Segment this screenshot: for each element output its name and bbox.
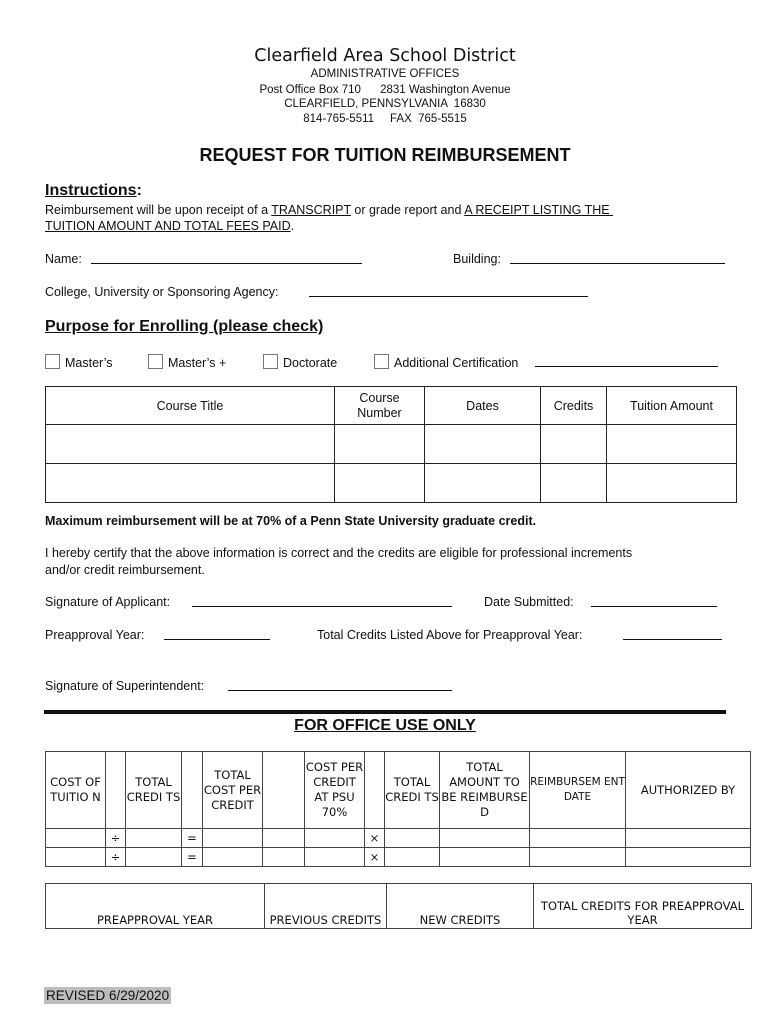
masters-checkbox[interactable] — [45, 354, 60, 369]
times-sign: × — [365, 848, 385, 867]
office-calc-row — [46, 829, 751, 848]
certification-field[interactable] — [535, 355, 718, 367]
cost-per-credit-psu-header: COST PER CREDIT AT PSU 70% — [305, 752, 365, 829]
equals-sign: = — [182, 848, 203, 867]
total-credits-label: Total Credits Listed Above for Preapproval Year: — [317, 628, 583, 642]
masters-plus-checkbox[interactable] — [148, 354, 163, 369]
office-calc-row — [46, 848, 751, 867]
district-name: Clearfield Area School District — [254, 46, 516, 66]
operator-spacer — [106, 752, 126, 829]
form-title: REQUEST FOR TUITION REIMBURSEMENT — [199, 145, 571, 165]
total-credits-2-header: TOTAL CREDI TS — [385, 752, 440, 829]
maximum-note: Maximum reimbursement will be at 70% of a Penn State University graduate credit. — [45, 514, 537, 528]
total-credits-field[interactable] — [623, 628, 722, 640]
receipt-text-2: TUITION AMOUNT AND TOTAL FEES PAID — [45, 219, 291, 233]
preapproval-summary-table — [45, 883, 752, 929]
divide-sign: ÷ — [106, 829, 126, 848]
cost-cell[interactable] — [46, 848, 106, 867]
certify-line-2: and/or credit reimbursement. — [45, 563, 205, 577]
course-row — [46, 425, 737, 464]
amount-cell[interactable] — [440, 829, 530, 848]
times-sign: × — [365, 829, 385, 848]
course-number-cell[interactable] — [335, 425, 425, 464]
operator-spacer — [263, 752, 305, 829]
superintendent-signature-label: Signature of Superintendent: — [45, 679, 205, 693]
mailing-address: Post Office Box 710 2831 Washington Avenue — [259, 84, 511, 96]
revised-date: REVISED 6/29/2020 — [46, 988, 170, 1003]
reimbursement-date-header: REIMBURSEM ENT DATE — [530, 752, 626, 829]
operator-spacer — [182, 752, 203, 829]
option-doctorate[interactable] — [263, 354, 337, 370]
doctorate-label: Doctorate — [283, 356, 338, 370]
office-use-table — [45, 751, 751, 867]
office-use-heading: FOR OFFICE USE ONLY — [294, 717, 476, 734]
cost-of-tuition-header: COST OF TUITIO N — [46, 752, 106, 829]
psu-rate-cell[interactable] — [305, 848, 365, 867]
course-number-header: Course Number — [335, 387, 425, 425]
credits-cell[interactable] — [541, 425, 607, 464]
option-additional-certification[interactable] — [374, 354, 518, 370]
applicant-signature-label: Signature of Applicant: — [45, 595, 171, 609]
summary-row — [46, 884, 752, 929]
new-credits-header: NEW CREDITS — [387, 884, 534, 929]
doctorate-checkbox[interactable] — [263, 354, 278, 369]
dates-cell[interactable] — [425, 464, 541, 503]
masters-plus-label: Master’s + — [168, 356, 227, 370]
instructions-line-2 — [45, 219, 294, 233]
date-cell[interactable] — [530, 829, 626, 848]
office-header-row — [46, 752, 751, 829]
instructions-colon: : — [136, 182, 142, 199]
masters-label: Master’s — [65, 356, 113, 370]
course-table — [45, 386, 737, 503]
previous-credits-header: PREVIOUS CREDITS — [265, 884, 387, 929]
building-field[interactable] — [510, 252, 725, 264]
tuition-amount-header: Tuition Amount — [607, 387, 737, 425]
course-row — [46, 464, 737, 503]
instructions-heading-block — [45, 182, 142, 200]
psu-rate-cell[interactable] — [305, 829, 365, 848]
applicant-signature-field[interactable] — [192, 595, 452, 607]
dates-cell[interactable] — [425, 425, 541, 464]
course-header-row — [46, 387, 737, 425]
name-field[interactable] — [91, 252, 362, 264]
empty-cell — [263, 848, 305, 867]
college-label: College, University or Sponsoring Agency: — [45, 285, 279, 299]
credits-2-cell[interactable] — [385, 848, 440, 867]
college-field[interactable] — [309, 285, 588, 297]
authorized-cell[interactable] — [626, 848, 751, 867]
credits-cell[interactable] — [541, 464, 607, 503]
total-amount-header: TOTAL AMOUNT TO BE REIMBURSE D — [440, 752, 530, 829]
divider-rule — [44, 710, 726, 714]
phone-fax: 814-765-5511 FAX 765-5515 — [303, 113, 467, 125]
superintendent-signature-field[interactable] — [228, 679, 452, 691]
credits-header: Credits — [541, 387, 607, 425]
admin-offices: ADMINISTRATIVE OFFICES — [310, 68, 460, 80]
building-label: Building: — [453, 252, 501, 266]
city-state: CLEARFIELD, PENNSYLVANIA 16830 — [284, 98, 486, 110]
course-title-header: Course Title — [46, 387, 335, 425]
date-submitted-field[interactable] — [591, 595, 717, 607]
credits-cell[interactable] — [126, 848, 182, 867]
authorized-cell[interactable] — [626, 829, 751, 848]
credits-2-cell[interactable] — [385, 829, 440, 848]
purpose-heading: Purpose for Enrolling (please check) — [45, 318, 324, 335]
course-title-cell[interactable] — [46, 464, 335, 503]
tuition-amount-cell[interactable] — [607, 425, 737, 464]
credits-cell[interactable] — [126, 829, 182, 848]
name-label: Name: — [45, 252, 82, 266]
instructions-line-1 — [45, 203, 613, 217]
certification-checkbox[interactable] — [374, 354, 389, 369]
empty-cell — [263, 829, 305, 848]
course-title-cell[interactable] — [46, 425, 335, 464]
tuition-amount-cell[interactable] — [607, 464, 737, 503]
certify-line-1: I hereby certify that the above information is correct and the credits are eligible for professional increments — [45, 546, 633, 560]
cost-cell[interactable] — [46, 829, 106, 848]
date-submitted-label: Date Submitted: — [484, 595, 574, 609]
transcript-text: TRANSCRIPT — [271, 203, 351, 217]
authorized-by-header: AUTHORIZED BY — [626, 752, 751, 829]
instructions-period: . — [290, 219, 295, 233]
operator-spacer — [365, 752, 385, 829]
course-number-cell[interactable] — [335, 464, 425, 503]
date-cell[interactable] — [530, 848, 626, 867]
divide-sign: ÷ — [106, 848, 126, 867]
cost-per-credit-cell[interactable] — [203, 848, 263, 867]
total-cost-per-credit-header: TOTAL COST PER CREDIT — [203, 752, 263, 829]
preapproval-year-label: Preapproval Year: — [45, 628, 145, 642]
preapproval-year-field[interactable] — [164, 628, 270, 640]
instructions-text-1: Reimbursement will be upon receipt of a — [45, 203, 272, 217]
option-masters[interactable] — [45, 354, 112, 370]
cost-per-credit-cell[interactable] — [203, 829, 263, 848]
dates-header: Dates — [425, 387, 541, 425]
instructions-heading: Instructions — [45, 182, 137, 199]
instructions-text-2: or grade report and — [350, 203, 465, 217]
amount-cell[interactable] — [440, 848, 530, 867]
equals-sign: = — [182, 829, 203, 848]
total-for-year-header: TOTAL CREDITS FOR PREAPPROVAL YEAR — [534, 884, 752, 929]
certification-label: Additional Certification — [394, 356, 519, 370]
total-credits-header: TOTAL CREDI TS — [126, 752, 182, 829]
receipt-text-1: A RECEIPT LISTING THE — [464, 203, 614, 217]
option-masters-plus[interactable] — [148, 354, 226, 370]
preapproval-year-header: PREAPPROVAL YEAR — [46, 884, 265, 929]
